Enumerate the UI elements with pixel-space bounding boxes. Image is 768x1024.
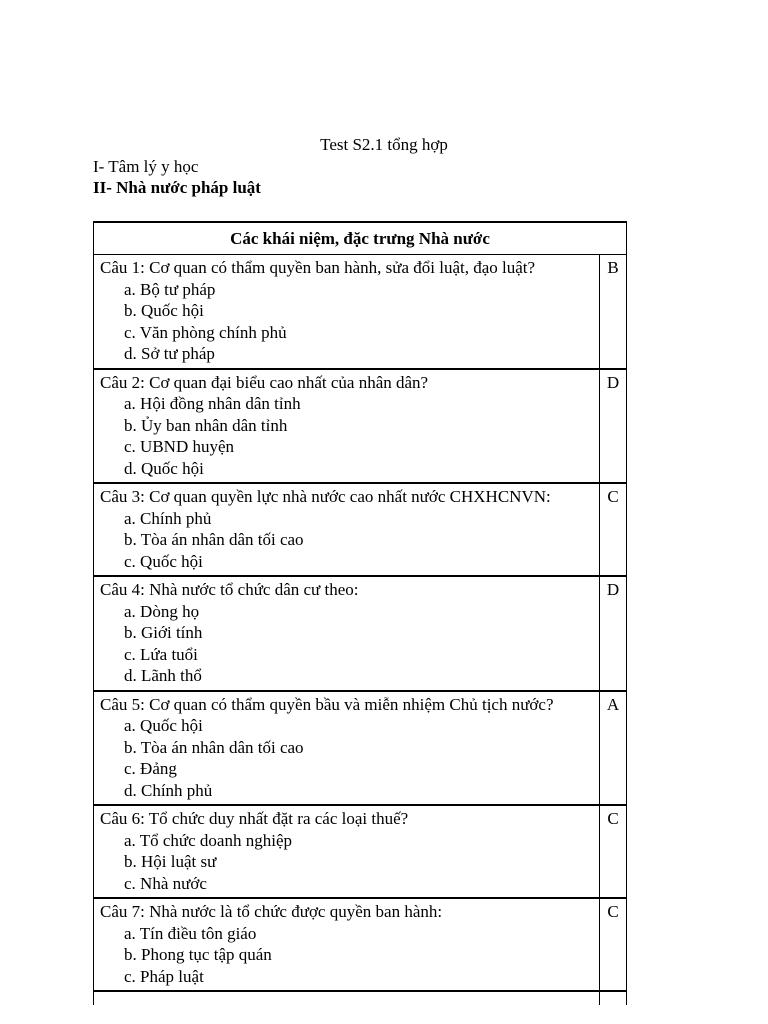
answer-option: d. Sở tư pháp: [124, 344, 215, 363]
answer-option: b. Tòa án nhân dân tối cao: [124, 530, 304, 549]
table-header: Các khái niệm, đặc trưng Nhà nước: [94, 222, 627, 255]
question-row: [94, 691, 627, 806]
answer-option: a. Chính phủ: [124, 508, 212, 528]
answer-key: D: [600, 369, 627, 484]
answer-option: c. Nhà nước: [124, 873, 207, 893]
answer-option: a. Tín điều tôn giáo: [124, 923, 257, 943]
answer-option: b. Hội luật sư: [124, 852, 217, 871]
question-text: Câu 1: Cơ quan có thẩm quyền ban hành, sửa đổi luật, đạo luật?: [100, 258, 536, 277]
answer-option: d. Quốc hội: [124, 458, 204, 478]
question-row: [94, 805, 627, 898]
tail-answer-cell: [600, 991, 627, 1005]
answer-option: b. Ủy ban nhân dân tỉnh: [124, 415, 288, 435]
question-text: Câu 5: Cơ quan có thẩm quyền bầu và miễn nhiệm Chủ tịch nước?: [100, 694, 554, 714]
question-row: [94, 255, 627, 369]
section-heading-1: I- Tâm lý y học: [93, 157, 199, 176]
question-cell: [94, 369, 600, 484]
section-heading-2: II- Nhà nước pháp luật: [93, 178, 261, 197]
answer-option: b. Tòa án nhân dân tối cao: [124, 737, 304, 757]
question-cell: [94, 898, 600, 991]
tail-question-cell: [94, 991, 600, 1005]
question-cell: [94, 255, 600, 369]
question-list: [94, 255, 627, 1006]
answer-option: c. Quốc hội: [124, 551, 203, 571]
question-row: [94, 898, 627, 991]
question-text: Câu 2: Cơ quan đại biểu cao nhất của nhân dân?: [100, 372, 429, 392]
answer-option: c. Pháp luật: [124, 966, 204, 986]
answer-key: B: [600, 255, 627, 369]
document-title: Test S2.1 tổng hợp: [320, 135, 448, 154]
answer-key: D: [600, 576, 627, 691]
question-cell: [94, 805, 600, 898]
question-table: [93, 221, 627, 1005]
answer-option: a. Bộ tư pháp: [124, 279, 216, 299]
question-row: [94, 576, 627, 691]
answer-option: d. Lãnh thổ: [124, 666, 202, 685]
answer-option: c. UBND huyện: [124, 437, 235, 456]
answer-key: A: [600, 691, 627, 806]
answer-option: a. Hội đồng nhân dân tỉnh: [124, 394, 301, 413]
answer-option: b. Quốc hội: [124, 301, 204, 320]
answer-option: a. Quốc hội: [124, 716, 203, 735]
answer-option: a. Dòng họ: [124, 601, 200, 621]
question-row: [94, 369, 627, 484]
question-row: [94, 483, 627, 576]
answer-option: c. Đảng: [124, 759, 177, 778]
table-header-row: [94, 222, 627, 255]
answer-option: d. Chính phủ: [124, 780, 213, 800]
question-text: Câu 4: Nhà nước tổ chức dân cư theo:: [100, 580, 359, 599]
question-cell: [94, 576, 600, 691]
answer-key: C: [600, 483, 627, 576]
answer-option: a. Tổ chức doanh nghiệp: [124, 830, 292, 850]
question-cell: [94, 483, 600, 576]
question-text: Câu 3: Cơ quan quyền lực nhà nước cao nhất nước CHXHCNVN:: [100, 487, 551, 506]
answer-option: c. Văn phòng chính phủ: [124, 322, 287, 342]
answer-key: C: [600, 805, 627, 898]
question-text: Câu 7: Nhà nước là tổ chức được quyền ban hành:: [100, 902, 443, 921]
question-cell: [94, 691, 600, 806]
answer-option: b. Giới tính: [124, 623, 203, 642]
answer-option: c. Lứa tuổi: [124, 644, 198, 664]
answer-option: b. Phong tục tập quán: [124, 945, 272, 964]
question-text: Câu 6: Tổ chức duy nhất đặt ra các loại thuế?: [100, 809, 409, 828]
table-continuation-row: [94, 991, 627, 1005]
answer-key: C: [600, 898, 627, 991]
